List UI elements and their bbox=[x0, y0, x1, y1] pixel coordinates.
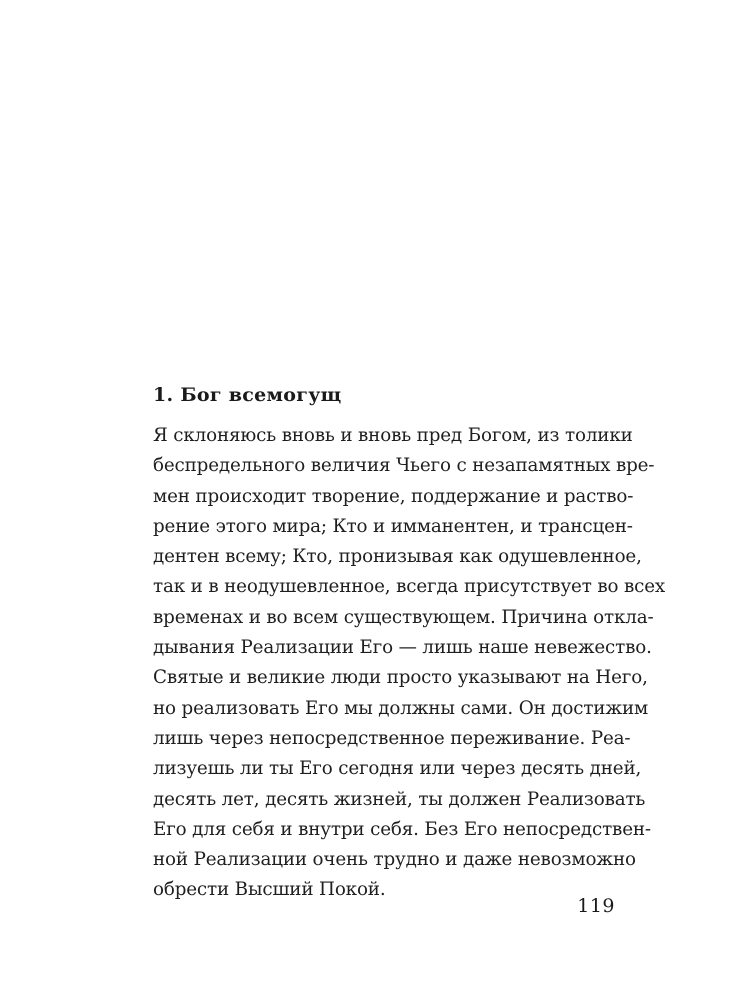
paragraph-line: так и в неодушевленное, всегда присутствует во всех bbox=[153, 576, 666, 598]
paragraph-line: рение этого мира; Кто и имманентен, и трансцен- bbox=[153, 515, 633, 537]
paragraph-line: ной Реализации очень трудно и даже невозможно bbox=[153, 849, 636, 871]
paragraph-line: мен происходит творение, поддержание и раство- bbox=[153, 485, 634, 507]
page-number: 119 bbox=[577, 895, 615, 917]
paragraph-line: но реализовать Его мы должны сами. Он достижим bbox=[153, 697, 649, 719]
paragraph-line: обрести Высший Покой. bbox=[153, 879, 386, 901]
paragraph-line: Святые и великие люди просто указывают на Него, bbox=[153, 667, 648, 689]
paragraph-line: дентен всему; Кто, пронизывая как одушевленное, bbox=[153, 546, 642, 568]
paragraph-line: временах и во всем существующем. Причина откла- bbox=[153, 606, 654, 628]
paragraph-line: лишь через непосредственное переживание. Реа- bbox=[153, 727, 631, 749]
paragraph-line: десять лет, десять жизней, ты должен Реализовать bbox=[153, 788, 646, 810]
body-paragraph bbox=[153, 421, 666, 906]
section-heading: 1. Бог всемогущ bbox=[153, 384, 342, 406]
paragraph-line: дывания Реализации Его — лишь наше невежество. bbox=[153, 637, 652, 659]
paragraph-line: лизуешь ли ты Его сегодня или через десять дней, bbox=[153, 758, 642, 780]
paragraph-line: Я склоняюсь вновь и вновь пред Богом, из толики bbox=[153, 425, 633, 446]
paragraph-line: беспредельного величия Чьего с незапамятных вре- bbox=[153, 455, 655, 477]
paragraph-line: Его для себя и внутри себя. Без Его непосредствен- bbox=[153, 818, 651, 840]
